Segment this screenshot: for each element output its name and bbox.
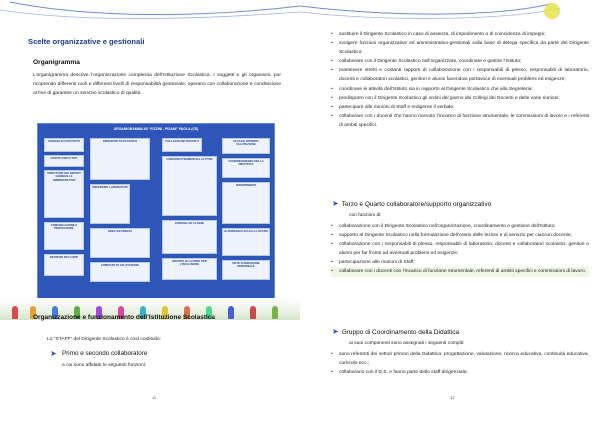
sun-decoration xyxy=(544,3,560,19)
coordinamento-intro: ai suoi componenti sono assegnati i seguenti compiti: xyxy=(349,341,465,346)
box-dirigente: DIRIGENTE SCOLASTICO xyxy=(90,138,150,180)
coordinamento-heading: ➤ Gruppo di Coordinamento della Didattica xyxy=(332,327,460,336)
list-item: • sono referenti dei settori primari della Didattica: progettazione, valutazione, ricerca educativa, continuità educativa, curricolo ecc.; xyxy=(331,352,589,367)
organizzazione-heading: Organizzazione e funzionamento dell’Istituzione Scolastica xyxy=(33,314,216,321)
list-item: • supporto al Dirigente Scolastico nella formulazione dell’orario delle lezioni e di servizio per ciascun docente; xyxy=(331,233,572,239)
list-item: • collaborare con i docenti che hanno ricevuto l’incarico di funzione strumentale, le commissioni di lavoro e i referenti di ambiti specifici. xyxy=(331,113,589,128)
box-comunicazione: COMUNICAZIONE E INNOVAZIONE xyxy=(44,222,84,250)
terzo-quarto-list xyxy=(331,222,589,277)
page-number: 12 xyxy=(450,395,455,400)
org-chart xyxy=(37,123,275,299)
box-consigli-classe: CONSIGLI DI CLASSE xyxy=(162,220,217,254)
list-item: • collaborare con il Dirigente Scolastico nell’organizzare, coordinare e gestire l’Istituto; xyxy=(331,59,522,65)
box-giunta: GIUNTA ESECUTIVA xyxy=(44,155,84,167)
list-item: • partecipazione alle riunioni di Staff; xyxy=(331,260,415,266)
collaboratori-heading: Primo e secondo collaboratore xyxy=(62,350,148,357)
list-item: • partecipare alle riunioni di Staff e redigerne il verbale; xyxy=(331,104,455,110)
box-rete: RETE FORMAZIONE PERSONALE xyxy=(222,260,270,280)
box-gruppo-inclusione: GRUPPO DI LAVORO PER L’INCLUSIONE xyxy=(162,258,217,280)
list-item: • collaborazione con i responsabili di plesso, responsabili di laboratorio, docenti e collaboratori scolastici, genitori e alunni per far fronte ad eventuali problemi ed esigenze; xyxy=(331,242,589,257)
list-item: • coordinare le attività dell’Istituto sia in rapporto al Dirigente Scolastico che alla Segreteria; xyxy=(331,86,533,92)
top-decoration xyxy=(0,0,300,30)
box-referenti: REFERENTI LABORATORI xyxy=(90,184,130,224)
arrow-icon: ➤ xyxy=(332,199,339,208)
box-comitato: COMITATO DI VALUTAZIONE xyxy=(90,262,150,282)
box-nucleo: NUCLEO INTERNO VALUTAZIONE xyxy=(222,138,270,154)
box-collegio: COLLEGIO DEI DOCENTI xyxy=(162,138,202,152)
box-dsga: DIRETTORE DEI SERVIZI GENERALI E AMMINISTRATIVI xyxy=(44,170,84,218)
box-dipartimenti: DIPARTIMENTI xyxy=(222,182,270,224)
organigramma-heading: Organigramma xyxy=(33,59,80,66)
list-item: • sostituire il Dirigente Scolastico in caso di assenza, di impedimento o di coincidenza di impegni; xyxy=(331,32,546,37)
box-consiglio-istituto: CONSIGLIO D’ISTITUTO xyxy=(44,138,84,152)
arrow-icon: ➤ xyxy=(50,349,57,358)
organigramma-text: L’organigramma descrive l’organizzazione complessa dell’Istituzione Scolastica. I soggetti e gli organismi, pur ricoprendo differenti ruoli e differenti livelli di responsabilità gestionale, operano con collaborazione e condivisione al fine di garantire un servizio scolastico di qualità. xyxy=(33,73,281,97)
page-number: 11 xyxy=(152,395,157,400)
list-item: • collaborano con il D.S. e fanno parte dello staff dirigenziale; xyxy=(331,370,468,376)
box-alternanza: ALTERNANZA SCUOLA LAVORO xyxy=(222,228,270,256)
page-title: Scelte organizzative e gestionali xyxy=(28,37,145,46)
box-sicurezza: AREA SICUREZZA xyxy=(90,228,150,258)
right-page xyxy=(300,0,600,424)
list-item: • predisporre con il Dirigente Scolastico gli ordini del giorno dei Collegi dei Docenti e delle varie riunioni; xyxy=(331,95,560,101)
list-item: • collaborare con i docenti con l’incarico di funzione strumentale, referenti di ambiti specifici e commissioni di lavoro. xyxy=(331,267,589,276)
list-item: • collaborazione con il Dirigente Scolastico nell’organizzazione, coordinamento e gestione dell’Istituto; xyxy=(331,224,556,229)
list-item: • mantenere stretti e costanti rapporti di collaborazione con i responsabili di plesso, responsabili di laboratorio, docenti e collaboratori scolastici, genitori e alunni facendosi portavoce di eventuali problemi ed esigenze; xyxy=(331,68,589,83)
terzo-quarto-intro: con funzioni di: xyxy=(349,213,382,218)
staff-functions-list xyxy=(331,30,589,130)
coordinamento-list xyxy=(331,350,589,377)
box-funzioni: FUNZIONI STRUMENTALI AL PTOF xyxy=(162,156,217,216)
box-revisori: REVISORI DEI CONTI xyxy=(44,254,84,276)
collaboratori-text: a cui sono affidate le seguenti funzioni: xyxy=(62,363,147,368)
terzo-quarto-heading: ➤ Terzo e Quarto collaboratore/supporto organizzativo xyxy=(332,199,492,208)
staff-text: Lo “STAFF” del Dirigente Scolastico è così costituito: xyxy=(47,337,162,342)
arrow-icon: ➤ xyxy=(332,327,339,336)
org-chart-title: ORGANIGRAMMA IIS “FIZZINI - PISANI” PAOLA (CS) xyxy=(113,127,199,131)
list-item: • svolgere funzioni organizzative ed amministrativo-gestionali sulla base di delega specifica da parte del Dirigente Scolastico; xyxy=(331,41,589,56)
box-coordinamento: COORDINAMENTO DELLA DIDATTICA xyxy=(222,158,270,178)
